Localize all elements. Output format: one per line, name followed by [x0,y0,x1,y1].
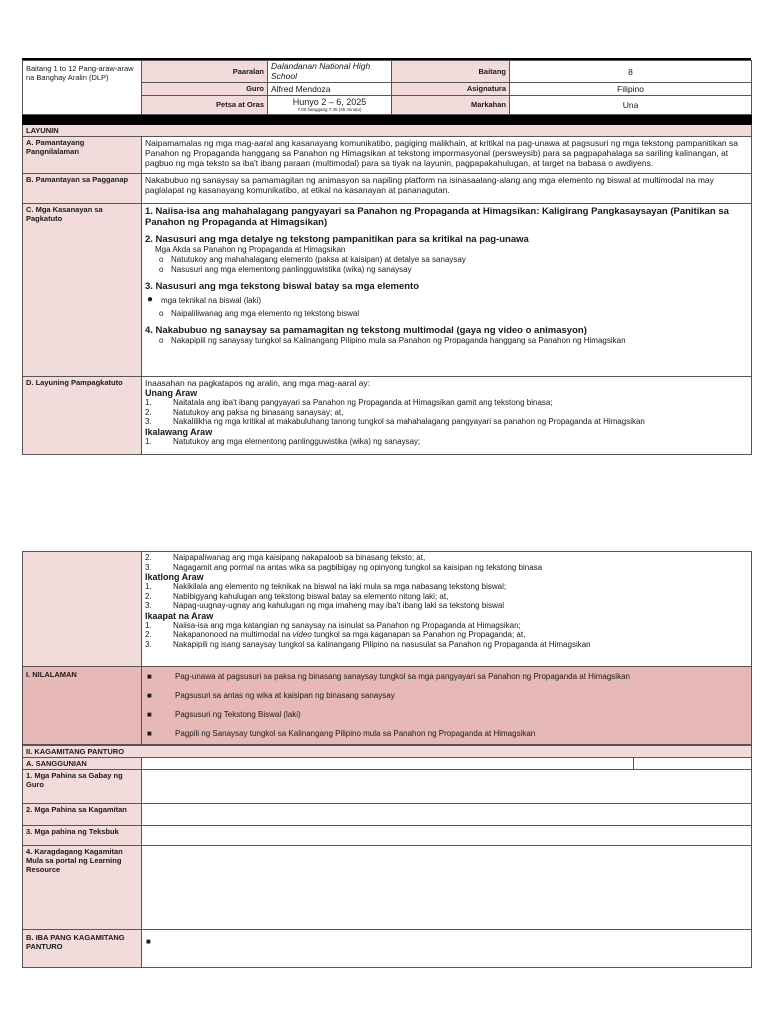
kasanayan-sa-pagkatuto-label: C. Mga Kasanayan sa Pagkatuto [23,204,142,377]
baitang-value: 8 [510,61,752,83]
iba-pang-kagamitan-label: B. IBA PANG KAGAMITANG PANTURO [23,930,142,968]
kasanayan-2: 2. Nasusuri ang mga detalye ng tekstong pampanitikan para sa kritikal na pag-unawa [145,234,529,245]
dlp-title: Baitang 1 to 12 Pang-araw-araw na Banghay Aralin (DLP) [23,61,142,115]
gabay-guro-label: 1. Mga Pahina sa Gabay ng Guro [23,770,142,804]
asignatura-value: Filipino [510,83,752,96]
markahan-label: Markahan [392,96,510,115]
continuation-cell [142,552,752,667]
kasanayan-4: 4. Nakabubuo ng sanaysay sa pamamagitan ng tekstong multimodal (gaya ng video o animasyon) [145,325,587,336]
baitang-label: Baitang [392,61,510,83]
karagdagang-kagamitan-value [142,846,752,930]
pamantayang-pangnilalaman-label: A. Pamantayang Pangnilalaman [23,137,142,174]
kasanayan-2-bullet-1: o Natutukoy ang mahahalagang elemento (paksa at kaisipan) at detalye sa sanaysay [159,255,466,264]
day-2-item-1: 1. Natutukoy ang mga elementong panlingguwistika (wika) ng sanaysay; [145,436,421,446]
nilalaman-label: I. NILALAMAN [23,667,142,745]
gabay-guro-value [142,770,752,804]
day-4-item-1: 1. Naiisa-isa ang mga katangian ng sanaysay na isinulat sa Panahon ng Propaganda at Himagsikan; [145,620,521,630]
kasanayan-2-sub: Mga Akda sa Panahon ng Propaganda at Himagsikan [155,245,346,254]
layuning-intro: Inaasahan na pagkatapos ng aralin, ang mga mag-aaral ay: [145,378,370,388]
kasanayan-2-bullet-2: o Nasusuri ang mga elementong panlingguwistika (wika) ng sanaysay [159,265,412,274]
teksbuk-label: 3. Mga pahina ng Teksbuk [23,826,142,846]
oras-value: 7:00 hanggang 7:45 (45 minuto) [297,107,362,112]
layuning-pampagkatuto-label: D. Layuning Pampagkatuto [23,377,142,455]
petsa-cell [268,96,392,115]
kasanayan-3-bullet-1: o Naipaliliwanag ang mga elemento ng tekstong biswal [159,309,360,318]
kasanayan-3: 3. Nasusuri ang mga tekstong biswal batay sa mga elemento [145,281,420,292]
asignatura-label: Asignatura [392,83,510,96]
nilalaman-item-3: ■ Pagsusuri ng Tekstong Biswal (laki) [147,709,301,719]
paaralan-value: Dalandanan National High School [268,61,392,83]
day-3-heading: Ikatlong Araw [145,572,204,582]
day-3-item-1: 1. Nakikilala ang elemento ng teknikak na biswal na laki mula sa mga nabasang tekstong biswal; [145,582,507,591]
day-1-item-3: 3. Nakalilikha ng mga kritikal at makabuluhang tanong tungkol sa mahahalagang pangyayari sa panahon ng Propaganda at Himagsikan [145,417,645,426]
lesson-plan-page-1 [22,58,751,455]
day-1-item-1: 1. Naitatala ang iba't ibang pangyayari sa Panahon ng Propaganda at Himagsikan gamit ang tekstong binasa; [145,398,553,407]
teksbuk-value [142,826,752,846]
layunin-heading: LAYUNIN [23,125,752,137]
sanggunian-value-2 [634,758,752,770]
continuation-label-cell [23,552,142,667]
guro-label: Guro [142,83,268,96]
day-4-item-3: 3. Nakapipili ng isang sanaysay tungkol sa kalinangang Pilipino na nasusulat sa Panahon ng Propaganda at Himagsikan [145,639,591,649]
kasanayan-sa-pagkatuto-cell [142,204,752,377]
paaralan-label: Paaralan [142,61,268,83]
sanggunian-value-1 [142,758,634,770]
petsa-value: Hunyo 2 – 6, 2025 [292,97,367,107]
pahina-kagamitan-value [142,804,752,826]
guro-value: Alfred Mendoza [268,83,392,96]
day-4-heading: Ikaapat na Araw [145,610,214,621]
kagamitan-table [22,745,752,968]
markahan-value: Una [510,96,752,115]
continuation-table [22,551,752,745]
header-table [22,60,752,115]
nilalaman-item-2: ■ Pagsusuri sa antas ng wika at kaisipan ng binasang sanaysay [147,690,395,700]
day-2-heading: Ikalawang Araw [145,426,213,437]
sanggunian-label: A. SANGGUNIAN [23,758,142,770]
black-divider [23,116,752,125]
pamantayan-sa-pagganap-text: Nakabubuo ng sanaysay sa pamamagitan ng animasyon sa napiling platform na isinasaalang-alang ang mga elemento ng biswal at multimodal na may paglalapat ng kasanayang komunikatibo, at etikal na kasanayan at pananagutan. [142,174,752,204]
petsa-label: Petsa at Oras [142,96,268,115]
kagamitan-heading: II. KAGAMITANG PANTURO [23,746,752,758]
pamantayan-sa-pagganap-label: B. Pamantayan sa Pagganap [23,174,142,204]
kasanayan-4-bullet-1: o Nakapipili ng sanaysay tungkol sa Kalinangang Pilipino mula sa Panahon ng Propaganda hanggang sa Panahon ng Himagsikan [159,336,626,345]
nilalaman-item-4: ■ Pagpili ng Sanaysay tungkol sa Kalinangang Pilipino mula sa Panahon ng Propaganda at Himagsikan [147,728,536,738]
day-3-item-2: 2. Nabibigyang kahulugan ang tekstong biswal batay sa elemento nitong laki; at, [145,591,449,601]
pamantayang-pangnilalaman-text: Naipamamalas ng mga mag-aaral ang kasanayang komunikatibo, pagiging malikhain, at kritikal na pag-unawa at pagsusuri ng mga tekstong pampanitikan sa Panahon ng Propaganda hanggang sa Panahon ng Himagsikan at tekstong impormasyonal (persweysib) para sa pagpapahalaga sa sariling kalinangan, at pagbuo ng mga teksto sa iba't ibang paraan (multimodal) para sa tiyak na layunin, pagpapakahulugan, at target na babasa o awdiyens. [142,137,752,174]
day-1-heading: Unang Araw [145,388,198,398]
day-3-item-3: 3. Napag-uugnay-ugnay ang kahulugan ng mga imaheng may iba't ibang laki sa tekstong biswal [145,601,505,610]
iba-pang-kagamitan-bullet: ■ [146,937,151,946]
lesson-plan-page-2 [22,551,751,968]
layunin-table [22,115,752,455]
pahina-kagamitan-label: 2. Mga Pahina sa Kagamitan [23,804,142,826]
kasanayan-3-dot: ● mga teknikal na biswal (laki) [147,294,262,305]
nilalaman-item-1: ■ Pag-unawa at pagsusuri sa paksa ng binasang sanaysay tungkol sa mga pangyayari sa Panahon ng Propaganda at Himagsikan [147,671,630,681]
nilalaman-cell [142,667,752,745]
karagdagang-kagamitan-label: 4. Karagdagang Kagamitan Mula sa portal ng Learning Resource [23,846,142,930]
day-2-item-3: 3. Nagagamit ang pormal na antas wika sa pagbibigay ng opinyong tungkol sa kaisipan ng tekstong binasa [145,562,543,572]
layuning-pampagkatuto-cell [142,377,752,455]
kasanayan-1: 1. Naiisa-isa ang mahahalagang pangyayari sa Panahon ng Propaganda at Himagsikan: Kaligirang Pangkasaysayan (Panitikan sa Panahon ng Propaganda at Himagsikan) [145,206,729,228]
day-1-item-2: 2. Natutukoy ang paksa ng binasang sanaysay; at, [145,407,344,417]
day-4-item-2: 2. Nakapanonood na multimodal na video tungkol sa mga kaganapan sa Panahon ng Propaganda; at, [145,630,526,639]
iba-pang-kagamitan-value [142,930,752,968]
day-2-item-2: 2. Naipapaliwanag ang mga kaisipang nakapaloob sa binasang teksto; at, [145,553,426,562]
